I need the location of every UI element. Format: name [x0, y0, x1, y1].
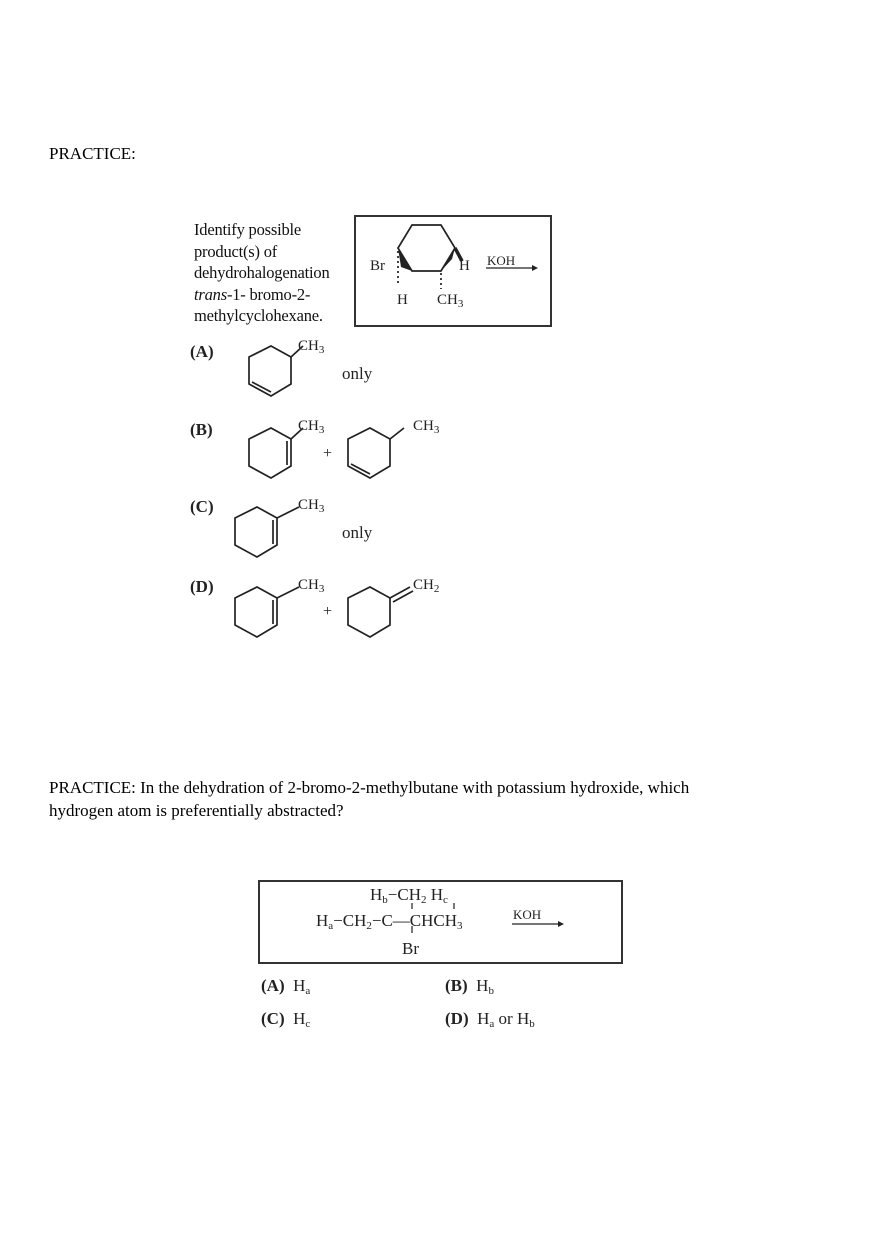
question-line: Identify possible	[194, 220, 302, 239]
reactant-h-bottom-label: H	[397, 292, 408, 308]
option-b-ch3-2: $CH_3$	[413, 418, 440, 436]
reactant-ch3-label: $CH_3$	[437, 292, 464, 310]
option-c-ch3: $CH_3$	[298, 497, 325, 515]
option-c-label: (C)	[190, 497, 214, 516]
reactant-br-label: Br	[370, 258, 385, 274]
option-c-structure	[233, 507, 343, 567]
answer-a: (A) $H_a$	[261, 976, 311, 997]
question-line-rest: -1- bromo-2-	[226, 284, 311, 304]
option-b-structure-2	[346, 428, 456, 488]
question-line: product(s) of	[194, 241, 278, 261]
question-line: dehydrohalogenation	[194, 263, 330, 282]
reactant-h-label: H	[459, 258, 470, 274]
option-b-plus: +	[323, 445, 333, 462]
question-line: methylcyclohexane.	[194, 306, 323, 325]
question-2-line-1: PRACTICE: In the dehydration of 2-bromo-2-methylbutane with potassium hydroxide, which	[49, 778, 690, 797]
option-d-label: (D)	[190, 577, 214, 596]
structure-2-br: Br	[402, 939, 419, 958]
practice-2-question	[49, 776, 849, 822]
option-d-structure-2	[346, 587, 456, 647]
option-d-ch2: $CH_2$	[413, 577, 440, 595]
trans-prefix: trans	[194, 284, 227, 304]
answer-d: (D) $H_a$ or $H_b$	[445, 1009, 535, 1030]
reagent-koh-2: KOH	[513, 907, 542, 922]
answer-c: (C) $H_c$	[261, 1009, 311, 1030]
option-c-only: only	[342, 523, 373, 542]
option-d-ch3: $CH_3$	[298, 577, 325, 595]
answer-b: (B) $H_b$	[445, 976, 494, 997]
structure-2-top-row: $H_b-CH_2$ $H_c$	[370, 885, 448, 906]
option-a-label: (A)	[190, 342, 214, 361]
question-2-line-2: hydrogen atom is preferentially abstracted?	[49, 801, 344, 820]
question-1-text	[194, 219, 354, 327]
reagent-koh: KOH	[487, 253, 516, 268]
question-line	[194, 284, 354, 306]
option-b-ch3-1: $CH_3$	[298, 418, 325, 436]
option-a-only: only	[342, 364, 373, 383]
option-b-label: (B)	[190, 420, 213, 439]
structure-2-main-row: $H_a-CH_2-C—CHCH_3$	[316, 911, 463, 932]
option-d-plus: +	[323, 603, 333, 620]
practice-1-heading: PRACTICE:	[49, 144, 136, 163]
option-a-structure	[233, 346, 343, 406]
option-a-ch3: $CH_3$	[298, 338, 325, 356]
